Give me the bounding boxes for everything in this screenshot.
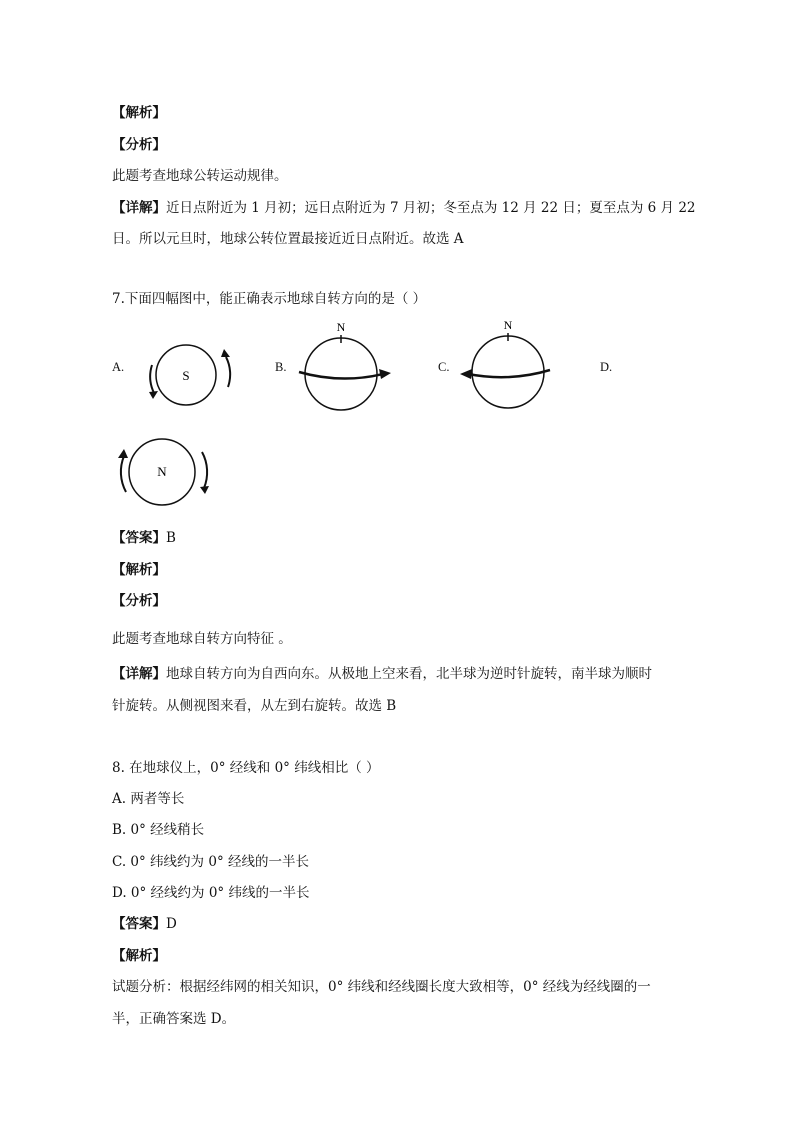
question-8-stem: 8. 在地球仪上，0° 经线和 0° 纬线相比（ ） <box>112 760 380 776</box>
answer-value: D <box>166 916 177 932</box>
arrowhead-left-icon <box>460 369 472 379</box>
option-a: A. 两者等长 <box>112 791 185 807</box>
left-arc-arrow <box>150 365 154 393</box>
answer-line <box>112 529 176 547</box>
section-tag-fenxi: 【分析】 <box>112 593 166 609</box>
detail-text: 近日点附近为 1 月初；远日点附近为 7 月初；冬至点为 12 月 22 日；夏至点为 6 月 22 <box>166 200 696 216</box>
detail-text-cont: 针旋转。从侧视图来看，从左到右旋转。故选 B <box>112 698 397 714</box>
globe-circle <box>472 336 544 408</box>
detail-text-cont: 日。所以元旦时，地球公转位置最接近近日点附近。故选 A <box>112 231 464 247</box>
figure-b-globe <box>295 318 395 414</box>
option-d-label: D. <box>600 360 613 374</box>
left-arc-arrow <box>121 456 126 492</box>
answer-value: B <box>166 530 176 546</box>
arrowhead-icon <box>118 449 128 458</box>
detail-tag: 【详解】 <box>112 200 166 216</box>
question-7-stem: 7.下面四幅图中，能正确表示地球自转方向的是（ ） <box>112 291 427 307</box>
figure-c-globe <box>458 316 558 414</box>
option-c: C. 0° 纬线约为 0° 经线的一半长 <box>112 854 309 870</box>
arrowhead-icon <box>200 486 209 494</box>
detail-text: 试题分析：根据经纬网的相关知识，0° 纬线和经线圈长度大致相等，0° 经线为经线圈的一 <box>112 979 651 995</box>
option-c-label: C. <box>438 360 450 374</box>
section-tag-jiexi: 【解析】 <box>112 105 166 121</box>
section-tag-fenxi: 【分析】 <box>112 137 166 153</box>
right-arc-arrow <box>202 452 207 488</box>
rotation-arrow <box>468 370 550 377</box>
section-tag-jiexi: 【解析】 <box>112 562 166 578</box>
answer-line <box>112 915 177 933</box>
detail-text-cont: 半，正确答案选 D。 <box>112 1011 236 1027</box>
pole-label-n: N <box>336 320 346 334</box>
pole-label-n: N <box>503 318 513 332</box>
option-b-label: B. <box>275 360 287 374</box>
section-tag-jiexi: 【解析】 <box>112 948 166 964</box>
analysis-text: 此题考查地球公转运动规律。 <box>112 168 288 184</box>
globe-circle <box>305 338 377 410</box>
pole-label-s: S <box>182 368 190 383</box>
arrowhead-icon <box>149 391 158 399</box>
arrowhead-right-icon <box>379 369 391 379</box>
answer-tag: 【答案】 <box>112 530 166 546</box>
detail-text: 地球自转方向为自西向东。从极地上空来看，北半球为逆时针旋转，南半球为顺时 <box>166 666 652 682</box>
pole-label-n: N <box>157 464 167 479</box>
detail-paragraph <box>112 665 652 683</box>
option-d: D. 0° 经线约为 0° 纬线的一半长 <box>112 885 310 901</box>
detail-tag: 【详解】 <box>112 666 166 682</box>
rotation-arrow <box>299 372 383 379</box>
analysis-text: 此题考查地球自转方向特征 。 <box>112 631 292 647</box>
right-arc-arrow <box>226 357 230 387</box>
option-b: B. 0° 经线稍长 <box>112 822 205 838</box>
arrowhead-icon <box>221 349 230 357</box>
option-a-label: A. <box>112 360 125 374</box>
figure-a-globe <box>138 337 238 417</box>
figure-d-globe <box>112 432 212 514</box>
detail-paragraph <box>112 199 696 217</box>
answer-tag: 【答案】 <box>112 916 166 932</box>
